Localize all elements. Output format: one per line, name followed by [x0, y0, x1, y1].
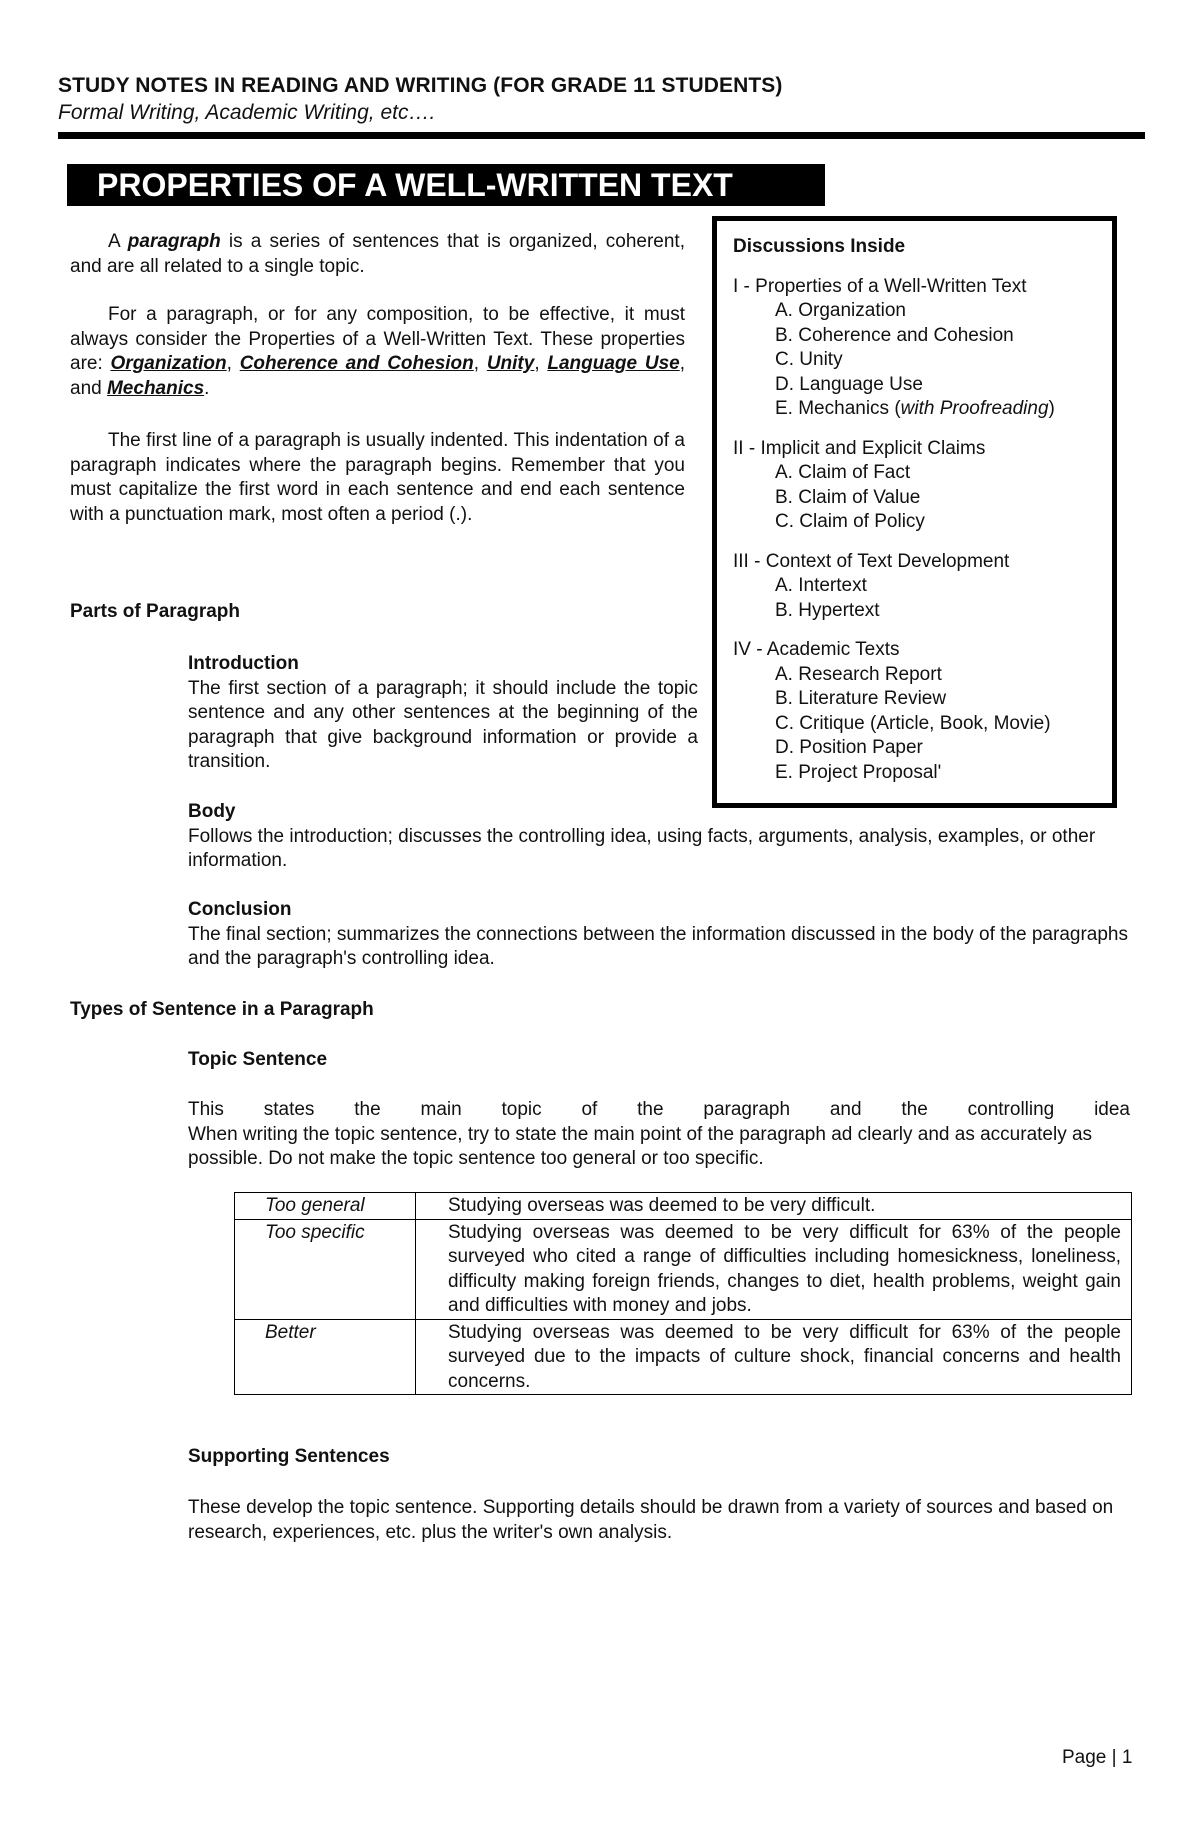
table-row	[235, 1319, 1132, 1395]
separator: .	[204, 377, 210, 399]
toc-group-1	[733, 275, 1112, 422]
row-label: Better	[235, 1319, 416, 1395]
row-text: Studying overseas was deemed to be very difficult.	[416, 1193, 1132, 1220]
toc-item: B. Hypertext	[775, 599, 880, 621]
page-number: Page | 1	[1062, 1747, 1133, 1768]
body-heading: Body	[188, 801, 236, 822]
part-conclusion	[188, 898, 1133, 972]
paragraph-properties	[70, 303, 685, 401]
toc-section-title: III - Context of Text Development	[733, 550, 1010, 572]
toc-group-2	[733, 437, 1112, 535]
topic-sentence-text	[188, 1098, 1130, 1172]
text: For a paragraph, or for any composition, to be effective, it must always consider the Properties of a Well-Written Text. These properties are:	[70, 304, 685, 374]
toc-item: B. Coherence and Cohesion	[775, 324, 1014, 346]
separator: ,	[534, 353, 548, 374]
separator: , and	[70, 353, 685, 399]
toc-group-4	[733, 638, 1112, 785]
part-introduction	[188, 652, 698, 775]
term-paragraph: paragraph	[127, 231, 221, 252]
topic-rest: When writing the topic sentence, try to state the main point of the paragraph ad clearly and as accurately as possible. Do not make the topic sentence too general or too specific.	[188, 1123, 1093, 1169]
row-text: Studying overseas was deemed to be very difficult for 63% of the people surveyed due to the impacts of culture shock, financial concerns and health concerns.	[416, 1319, 1132, 1395]
introduction-text: The first section of a paragraph; it should include the topic sentence and any other sentences at the beginning of the paragraph that give background information or provide a transition.	[188, 677, 698, 772]
property-language-use: Language Use	[547, 353, 680, 374]
parts-heading: Parts of Paragraph	[70, 601, 240, 622]
separator: ,	[226, 353, 240, 374]
toc-item: A. Research Report	[775, 663, 942, 685]
toc-item: A. Claim of Fact	[775, 462, 911, 483]
toc-item: E. Project Proposal'	[775, 761, 942, 783]
toc-section-title: IV - Academic Texts	[733, 639, 900, 660]
text: E. Mechanics (	[775, 398, 901, 419]
toc-section-title: I - Properties of a Well-Written Text	[733, 275, 1027, 297]
conclusion-text: The final section; summarizes the connections between the information discussed in the body of the paragraphs and the paragraph's controlling idea.	[188, 923, 1128, 969]
text: is a series of sentences that is organized, coherent, and are all related to a single topic.	[70, 231, 685, 277]
section-banner: PROPERTIES OF A WELL-WRITTEN TEXT	[67, 164, 825, 206]
text: )	[1048, 398, 1055, 419]
topic-line-1: This states the main topic of the paragraph and the controlling idea	[188, 1099, 1130, 1120]
conclusion-heading: Conclusion	[188, 899, 292, 920]
types-heading: Types of Sentence in a Paragraph	[70, 999, 374, 1020]
separator: ,	[473, 353, 487, 374]
toc-item: C. Claim of Policy	[775, 511, 925, 532]
discussions-inside-box	[712, 216, 1117, 808]
property-mechanics: Mechanics	[106, 377, 205, 399]
text: A	[108, 231, 128, 252]
header-title: STUDY NOTES IN READING AND WRITING (FOR GRADE 11 STUDENTS)	[58, 74, 783, 97]
property-coherence: Coherence and Cohesion	[239, 353, 474, 374]
paragraph-definition	[70, 230, 685, 279]
toc-item: D. Position Paper	[775, 737, 923, 758]
toc-item: D. Language Use	[775, 373, 923, 395]
property-unity: Unity	[486, 353, 535, 374]
toc-item: B. Claim of Value	[775, 486, 921, 508]
toc-section-title: II - Implicit and Explicit Claims	[733, 437, 986, 459]
introduction-heading: Introduction	[188, 653, 299, 674]
supporting-sentences-text: These develop the topic sentence. Supporting details should be drawn from a variety of sources and based on research, experiences, etc. plus the writer's own analysis.	[188, 1497, 1114, 1543]
text: with Proofreading	[900, 398, 1049, 419]
body-text: Follows the introduction; discusses the controlling idea, using facts, arguments, analysis, examples, or other information.	[188, 825, 1096, 871]
topic-sentence-heading: Topic Sentence	[188, 1049, 328, 1070]
row-label: Too specific	[235, 1219, 416, 1319]
part-body	[188, 800, 1133, 874]
paragraph-indentation: The first line of a paragraph is usually indented. This indentation of a paragraph indicates where the paragraph begins. Remember that you must capitalize the first word in each sentence and end each sentence with a punctuation mark, most often a period (.).	[70, 430, 685, 525]
table-row	[235, 1219, 1132, 1319]
table-row	[235, 1193, 1132, 1220]
header-divider	[58, 132, 1145, 139]
toc-item: C. Unity	[775, 349, 843, 370]
supporting-sentences-heading: Supporting Sentences	[188, 1446, 390, 1467]
row-text: Studying overseas was deemed to be very difficult for 63% of the people surveyed who cited a range of difficulties including homesickness, loneliness, difficulty making foreign friends, changes to diet, health problems, weight gain and difficulties with money and jobs.	[416, 1219, 1132, 1319]
row-label: Too general	[235, 1193, 416, 1220]
toc-item: C. Critique (Article, Book, Movie)	[775, 712, 1051, 734]
toc-item: A. Organization	[775, 300, 906, 321]
toc-item: A. Intertext	[775, 575, 867, 596]
toc-item	[733, 397, 1112, 422]
topic-sentence-examples-table	[234, 1192, 1132, 1395]
property-organization: Organization	[110, 353, 227, 374]
toc-group-3	[733, 550, 1112, 624]
toc-item: B. Literature Review	[775, 688, 947, 709]
header-subtitle: Formal Writing, Academic Writing, etc….	[58, 101, 436, 124]
toc-heading: Discussions Inside	[733, 236, 906, 257]
